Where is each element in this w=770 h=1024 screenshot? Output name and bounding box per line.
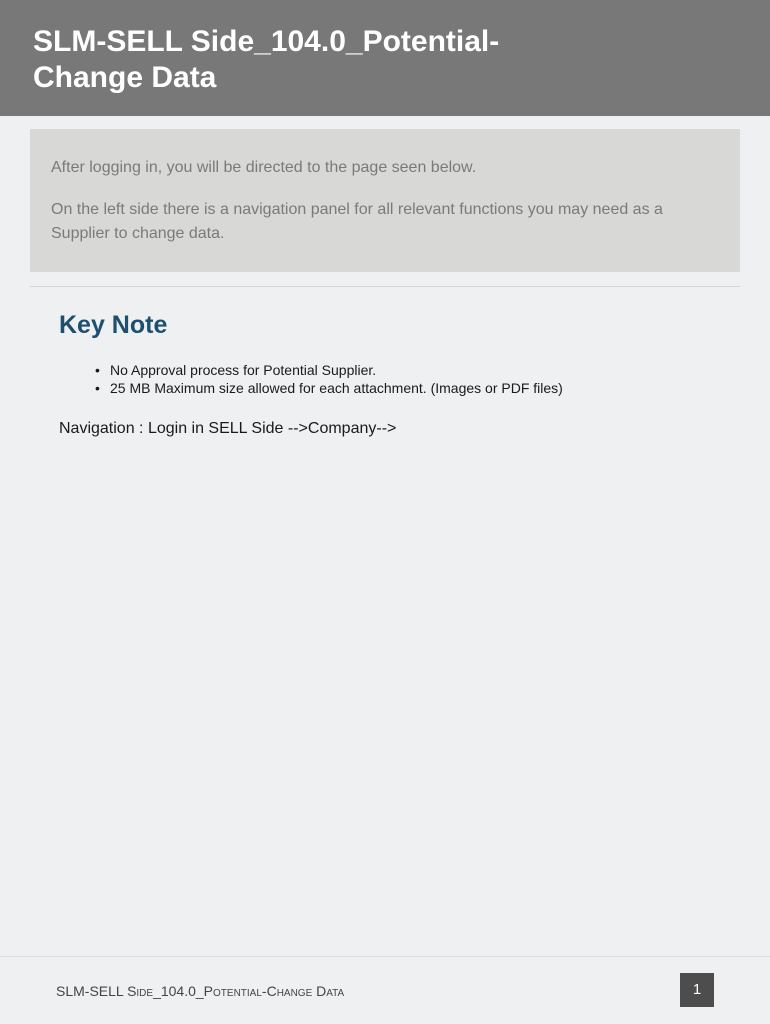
list-item-text: No Approval process for Potential Supplier.	[110, 362, 377, 378]
key-note-heading: Key Note	[59, 311, 168, 339]
list-item	[95, 379, 563, 397]
list-item	[95, 361, 563, 379]
bullet-icon: •	[95, 362, 100, 378]
page-header	[0, 0, 770, 116]
section-divider	[30, 286, 740, 287]
navigation-path: Navigation : Login in SELL Side -->Company-->	[59, 420, 397, 437]
intro-paragraph: On the left side there is a navigation panel for all relevant functions you may need as a Supplier to change data.	[51, 201, 663, 242]
page-number-badge: 1	[680, 973, 714, 1007]
intro-box	[30, 129, 740, 272]
page-title: SLM-SELL Side_104.0_Potential-Change Data	[33, 25, 500, 94]
footer-divider	[0, 956, 770, 957]
bullet-icon: •	[95, 380, 100, 396]
key-note-list	[95, 361, 563, 397]
list-item-text: 25 MB Maximum size allowed for each attachment. (Images or PDF files)	[110, 380, 563, 396]
footer-title: SLM-SELL Side_104.0_Potential-Change Data	[56, 983, 345, 999]
intro-paragraph: After logging in, you will be directed to the page seen below.	[51, 159, 477, 176]
